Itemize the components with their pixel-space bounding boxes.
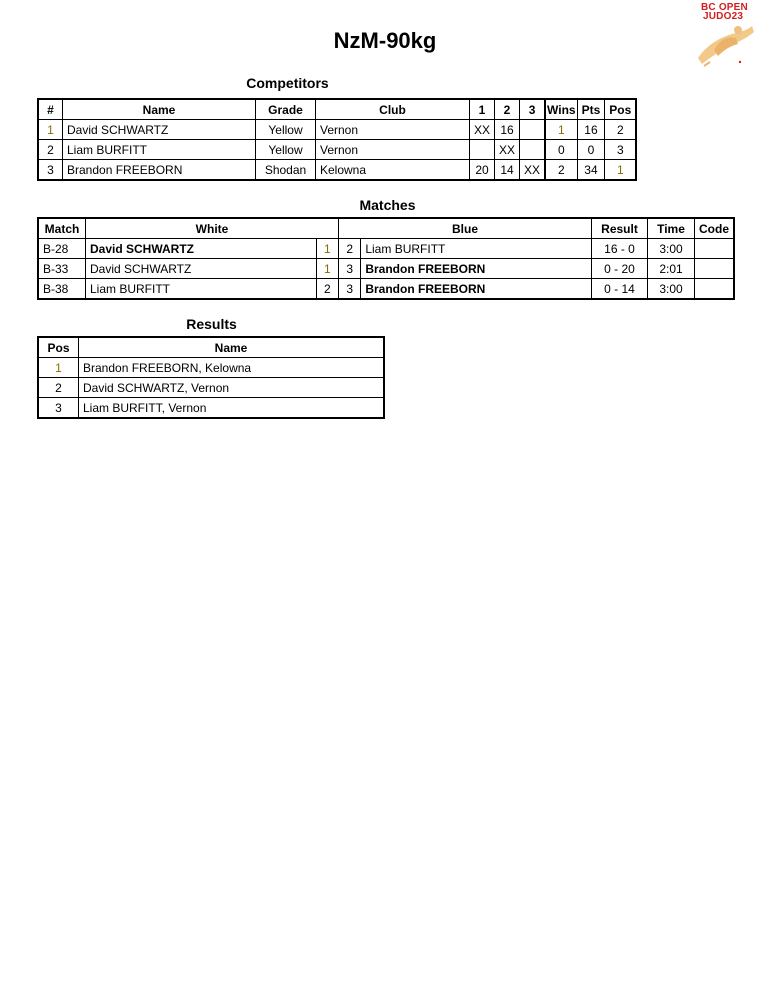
match-time: 3:00 — [648, 279, 695, 300]
results-header-row — [38, 337, 384, 358]
competitors-heading: Competitors — [246, 75, 329, 91]
white-number: 1 — [316, 259, 338, 279]
match-id: B-28 — [38, 239, 86, 259]
score-vs-3 — [520, 140, 546, 160]
score-vs-2: 16 — [495, 120, 520, 140]
results-table — [37, 336, 385, 419]
col-pos-header: Pos — [605, 99, 637, 120]
col-wins-header: Wins — [545, 99, 577, 120]
judoka-figure-icon — [692, 20, 758, 70]
col-1-header: 1 — [470, 99, 495, 120]
score-vs-1: XX — [470, 120, 495, 140]
match-result: 0 - 14 — [592, 279, 648, 300]
match-id: B-38 — [38, 279, 86, 300]
col-blue-header: Blue — [339, 218, 592, 239]
competitor-name: David SCHWARTZ — [63, 120, 256, 140]
competitor-name: Brandon FREEBORN — [63, 160, 256, 181]
competitors-table — [37, 98, 637, 181]
competitor-wins: 0 — [545, 140, 577, 160]
score-vs-2: 14 — [495, 160, 520, 181]
matches-header-row — [38, 218, 734, 239]
col-name-header: Name — [79, 337, 385, 358]
result-name: David SCHWARTZ, Vernon — [79, 378, 385, 398]
competitors-header-row — [38, 99, 636, 120]
result-name: Brandon FREEBORN, Kelowna — [79, 358, 385, 378]
white-player: David SCHWARTZ — [86, 239, 317, 259]
competitor-row — [38, 160, 636, 181]
match-result: 0 - 20 — [592, 259, 648, 279]
col-time-header: Time — [648, 218, 695, 239]
competitor-points: 34 — [577, 160, 605, 181]
logo-line-1: BC OPEN — [701, 2, 748, 13]
col-result-header: Result — [592, 218, 648, 239]
blue-number: 2 — [339, 239, 361, 259]
competitor-number: 1 — [38, 120, 63, 140]
match-row — [38, 279, 734, 300]
match-code — [695, 259, 735, 279]
match-time: 3:00 — [648, 239, 695, 259]
blue-number: 3 — [339, 259, 361, 279]
col-match-header: Match — [38, 218, 86, 239]
competitor-name: Liam BURFITT — [63, 140, 256, 160]
logo-line-2: JUDO23 — [703, 11, 744, 22]
score-vs-3 — [520, 120, 546, 140]
result-row — [38, 358, 384, 378]
result-position: 3 — [38, 398, 79, 419]
page-title: NzM-90kg — [333, 28, 437, 53]
competitor-grade: Yellow — [256, 120, 316, 140]
result-name: Liam BURFITT, Vernon — [79, 398, 385, 419]
blue-player: Liam BURFITT — [361, 239, 592, 259]
competitor-number: 3 — [38, 160, 63, 181]
competitor-club: Vernon — [316, 140, 470, 160]
competitor-club: Vernon — [316, 120, 470, 140]
result-row — [38, 378, 384, 398]
white-player: David SCHWARTZ — [86, 259, 317, 279]
result-position: 1 — [38, 358, 79, 378]
match-time: 2:01 — [648, 259, 695, 279]
match-row — [38, 259, 734, 279]
match-row — [38, 239, 734, 259]
competitor-grade: Shodan — [256, 160, 316, 181]
bc-open-judo-logo — [692, 0, 760, 70]
competitor-row — [38, 140, 636, 160]
match-code — [695, 239, 735, 259]
matches-table — [37, 217, 735, 300]
score-vs-2: XX — [495, 140, 520, 160]
col-pos-header: Pos — [38, 337, 79, 358]
match-code — [695, 279, 735, 300]
col-pts-header: Pts — [577, 99, 605, 120]
blue-player: Brandon FREEBORN — [361, 259, 592, 279]
competitor-grade: Yellow — [256, 140, 316, 160]
competitor-points: 16 — [577, 120, 605, 140]
col-2-header: 2 — [495, 99, 520, 120]
white-number: 2 — [316, 279, 338, 300]
result-row — [38, 398, 384, 419]
competitor-position: 3 — [605, 140, 637, 160]
white-player: Liam BURFITT — [86, 279, 317, 300]
col-grade-header: Grade — [256, 99, 316, 120]
col-code-header: Code — [695, 218, 735, 239]
result-position: 2 — [38, 378, 79, 398]
competitor-position: 1 — [605, 160, 637, 181]
competitor-wins: 1 — [545, 120, 577, 140]
score-vs-1: 20 — [470, 160, 495, 181]
score-vs-3: XX — [520, 160, 546, 181]
competitor-points: 0 — [577, 140, 605, 160]
matches-heading: Matches — [359, 197, 416, 213]
white-number: 1 — [316, 239, 338, 259]
results-heading: Results — [186, 316, 237, 332]
match-id: B-33 — [38, 259, 86, 279]
col-num-header: # — [38, 99, 63, 120]
col-white-header: White — [86, 218, 339, 239]
competitor-wins: 2 — [545, 160, 577, 181]
competitor-row — [38, 120, 636, 140]
competitor-position: 2 — [605, 120, 637, 140]
col-club-header: Club — [316, 99, 470, 120]
blue-player: Brandon FREEBORN — [361, 279, 592, 300]
col-name-header: Name — [63, 99, 256, 120]
blue-number: 3 — [339, 279, 361, 300]
competitor-club: Kelowna — [316, 160, 470, 181]
competitor-number: 2 — [38, 140, 63, 160]
match-result: 16 - 0 — [592, 239, 648, 259]
score-vs-1 — [470, 140, 495, 160]
col-3-header: 3 — [520, 99, 546, 120]
